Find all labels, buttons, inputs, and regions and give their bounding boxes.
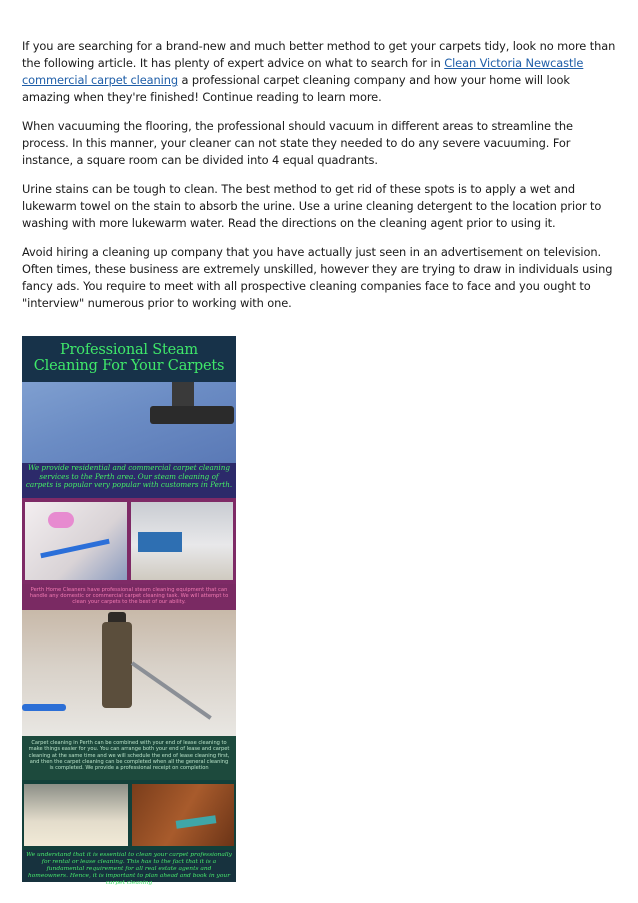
carpet-extractor-photo — [24, 784, 128, 846]
vacuum-head — [150, 406, 234, 424]
paragraph-4: Avoid hiring a cleaning up company that you have actually just seen in an advertisement on television. Often times, these business are extremely unskilled, however they are trying to draw in individuals using fancy ads. You require to meet with all prospective cleaning companies face to face and you ought to "interview" numerous prior to working with one. — [22, 245, 613, 310]
paragraph-1 — [22, 38, 618, 106]
blue-hose — [22, 704, 66, 711]
article-body — [22, 38, 618, 324]
infographic-text-4: We understand that it is essential to clean your carpet professionally for rental or lease cleaning. This has to the fact that it is a fundamental requirement for all real estate agents and homeowners. Hence, it is important to plan ahead and book in your carpet cleaning — [22, 850, 236, 882]
paragraph-1-text-a: If you are searching for a brand-new and much better method to get your carpets tidy, look no more than the following article. It has plenty of expert advice on what to search for in — [22, 39, 616, 70]
paragraph-2: When vacuuming the flooring, the professional should vacuum in different areas to streamline the process. In this manner, your cleaner can not state they needed to do any severe vacuuming. For instance, a square room can be divided into 4 equal quadrants. — [22, 119, 573, 167]
glove-cleaning-photo — [25, 502, 127, 580]
wood-floor-mop-photo — [132, 784, 234, 846]
infographic-text-3: Carpet cleaning in Perth can be combined with your end of lease cleaning to make things easier for you. You can arrange both your end of lease and carpet cleaning at the same time and we will schedule the end of lease cleaning first, and then the carpet cleaning can be completed when all the general cleaning is completed. We provide a professional receipt on completion — [22, 736, 236, 780]
infographic-text-2: Perth Home Cleaners have professional steam cleaning equipment that can handle any domestic or commercial carpet cleaning task. We will attempt to clean your carpets to the best of our ability. — [22, 584, 236, 610]
infographic-title-line-2: Cleaning For Your Carpets — [33, 358, 225, 374]
cleaner-figure — [102, 622, 132, 708]
paragraph-3: Urine stains can be tough to clean. The best method to get rid of these spots is to apply a wet and lukewarm towel on the stain to absorb the urine. Use a urine cleaning detergent to the location prior to washing with more lukewarm water. Read the directions on the cleaning agent prior to using it. — [22, 182, 602, 230]
cabinet-shape — [138, 532, 182, 552]
infographic-title-line-1: Professional Steam — [60, 342, 198, 358]
infographic-text-1: We provide residential and commercial carpet cleaning services to the Perth area. Our steam cleaning of carpets is popular very popular with customers in Perth. — [22, 463, 236, 498]
glove-shape — [48, 512, 74, 528]
paragraph-1-text-b: a professional carpet cleaning company and how your home will look amazing when they're finished! Continue reading to learn more. — [22, 73, 570, 104]
carpet-cleaning-infographic — [22, 336, 236, 886]
commercial-carpet-cleaning-link[interactable]: Clean Victoria Newcastle commercial carpet cleaning — [22, 56, 584, 87]
infographic-title — [22, 336, 236, 382]
